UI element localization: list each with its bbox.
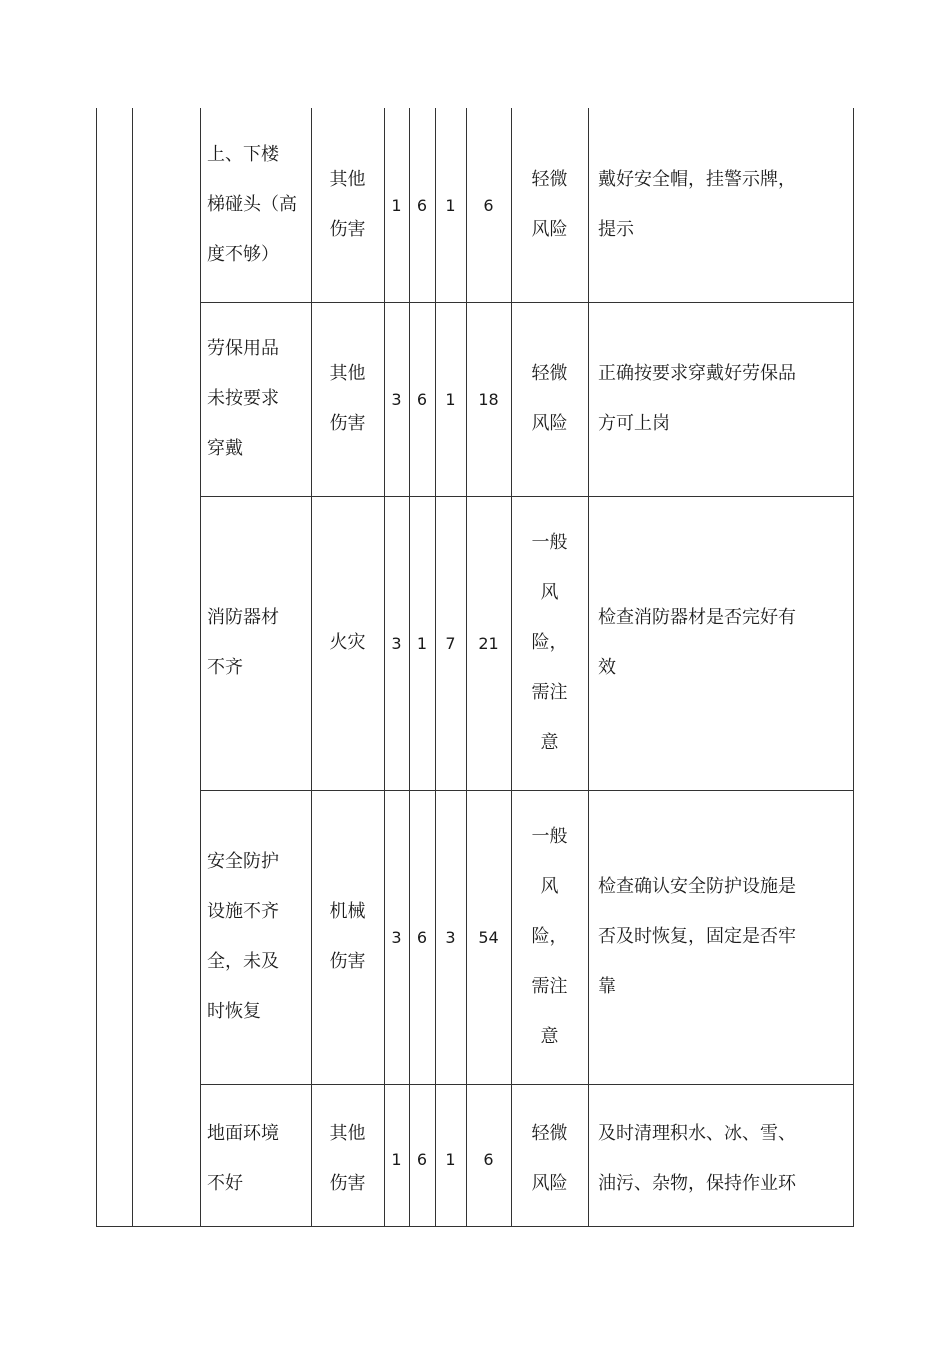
hazard-text: 安全防护 设施不齐 全，未及 时恢复 (207, 851, 279, 1022)
measures-text: 及时清理积水、冰、雪、 油污、杂物，保持作业环 (598, 1123, 796, 1194)
risk-level-text: 一般 风 险， 需注 意 (531, 826, 568, 1047)
c-value-cell (435, 302, 466, 496)
hazard-cell (200, 1084, 311, 1234)
d-value: 6 (483, 195, 494, 215)
l-value: 1 (391, 1149, 402, 1169)
l-value: 3 (391, 389, 402, 409)
e-value-cell (409, 790, 435, 1084)
accident-type-cell (311, 108, 384, 302)
hazard-text: 劳保用品 未按要求 穿戴 (207, 338, 279, 459)
e-value-cell (409, 108, 435, 302)
hazard-cell (200, 108, 311, 302)
accident-type-cell (311, 1084, 384, 1234)
risk-level-cell (511, 302, 588, 496)
accident-type-text: 其他 伤害 (329, 169, 366, 240)
accident-type-cell (311, 302, 384, 496)
d-value-cell (466, 302, 511, 496)
c-value: 1 (445, 195, 456, 215)
c-value: 1 (445, 389, 456, 409)
measures-text: 检查确认安全防护设施是 否及时恢复，固定是否牢 靠 (598, 876, 796, 997)
table-border-left (96, 108, 97, 1227)
l-value: 1 (391, 195, 402, 215)
risk-level-text: 轻微 风险 (531, 169, 568, 240)
accident-type-cell (311, 790, 384, 1084)
e-value: 6 (416, 389, 428, 409)
risk-level-cell (511, 790, 588, 1084)
hazard-cell (200, 496, 311, 790)
l-value-cell (384, 496, 409, 790)
e-value: 6 (416, 927, 428, 947)
d-value-cell (466, 496, 511, 790)
measures-cell (588, 790, 853, 1084)
hazard-text: 消防器材 不齐 (207, 607, 279, 678)
c-value-cell (435, 496, 466, 790)
risk-level-cell (511, 1084, 588, 1234)
accident-type-text: 其他 伤害 (329, 363, 366, 434)
d-value-cell (466, 790, 511, 1084)
e-value: 6 (416, 1149, 428, 1169)
d-value-cell (466, 108, 511, 302)
hazard-cell (200, 790, 311, 1084)
risk-level-text: 一般 风 险， 需注 意 (531, 532, 568, 753)
risk-level-text: 轻微 风险 (531, 363, 568, 434)
c-value: 1 (445, 1149, 456, 1169)
measures-text: 正确按要求穿戴好劳保品 方可上岗 (598, 363, 796, 434)
d-value: 6 (483, 1149, 494, 1169)
measures-text: 戴好安全帽，挂警示牌， 提示 (598, 169, 796, 240)
l-value-cell (384, 1084, 409, 1234)
c-value: 3 (445, 927, 456, 947)
table-border-right (853, 108, 854, 1227)
accident-type-text: 火灾 (329, 632, 366, 653)
c-value-cell (435, 108, 466, 302)
l-value-cell (384, 302, 409, 496)
accident-type-text: 机械 伤害 (329, 901, 366, 972)
hazard-cell (200, 302, 311, 496)
l-value: 3 (391, 633, 402, 653)
risk-level-text: 轻微 风险 (531, 1123, 568, 1194)
hazard-text: 上、下楼 梯碰头（高 度不够） (207, 144, 297, 265)
e-value-cell (409, 302, 435, 496)
l-value: 3 (391, 927, 402, 947)
measures-cell (588, 108, 853, 302)
d-value-cell (466, 1084, 511, 1234)
e-value: 1 (416, 633, 428, 653)
e-value-cell (409, 1084, 435, 1234)
accident-type-text: 其他 伤害 (329, 1123, 366, 1194)
c-value-cell (435, 1084, 466, 1234)
risk-level-cell (511, 108, 588, 302)
hazard-text: 地面环境 不好 (207, 1123, 279, 1194)
measures-cell (588, 1084, 853, 1234)
column-divider (132, 108, 133, 1227)
d-value: 54 (478, 927, 499, 947)
risk-level-cell (511, 496, 588, 790)
e-value-cell (409, 496, 435, 790)
measures-text: 检查消防器材是否完好有 效 (598, 607, 796, 678)
c-value: 7 (445, 633, 456, 653)
l-value-cell (384, 790, 409, 1084)
measures-cell (588, 302, 853, 496)
accident-type-cell (311, 496, 384, 790)
l-value-cell (384, 108, 409, 302)
d-value: 18 (478, 389, 499, 409)
d-value: 21 (478, 633, 499, 653)
risk-assessment-table (96, 108, 854, 1227)
e-value: 6 (416, 195, 428, 215)
c-value-cell (435, 790, 466, 1084)
measures-cell (588, 496, 853, 790)
